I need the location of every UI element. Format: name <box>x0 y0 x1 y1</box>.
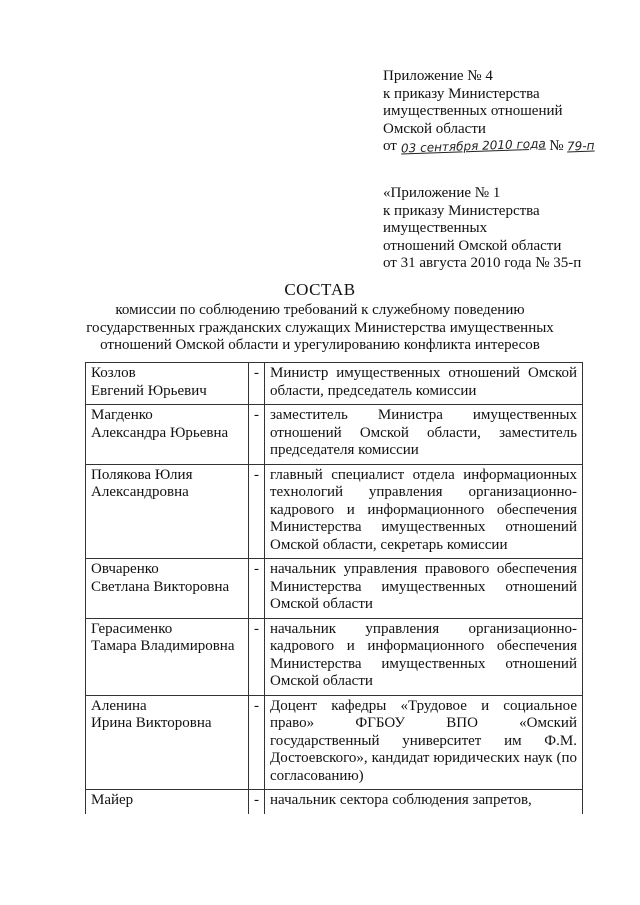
member-name-cell <box>86 790 249 814</box>
dash-cell: - <box>249 618 265 695</box>
member-name-cell <box>86 363 249 405</box>
member-role: начальник управления организационно-кадрового и информационного обеспечения Министерства имущественных отношений Омской области <box>265 618 583 695</box>
appendix-1-line: «Приложение № 1 <box>383 185 501 201</box>
member-given-name: Тамара Владимировна <box>91 638 235 654</box>
document-title: СОСТАВ <box>284 280 356 299</box>
appendix-4-header <box>383 68 595 156</box>
member-surname: Полякова Юлия <box>91 466 193 483</box>
document-subtitle <box>0 302 640 355</box>
member-role: Министр имущественных отношений Омской области, председатель комиссии <box>265 363 583 405</box>
member-role: главный специалист отдела информационных технологий управления организационно-кадрового и информационного обеспечения Министерства имущественных отношений Омской области, секретарь комиссии <box>265 464 583 559</box>
member-given-name: Александра Юрьевна <box>91 424 229 441</box>
handwritten-number: 79-п <box>566 138 595 154</box>
document-heading <box>0 280 640 355</box>
handwritten-date: 03 сентября 2010 года <box>400 136 546 156</box>
subtitle-text: комиссии по соблюдению требований к служебному поведению государственных гражданских служащих Министерства имущественных отношений Омской области и урегулированию конфликта интересов <box>86 302 554 353</box>
member-surname: Герасименко <box>91 620 173 637</box>
appendix-4-line: Приложение № 4 <box>383 68 493 84</box>
appendix-1-header <box>383 185 581 273</box>
member-name-cell <box>86 618 249 695</box>
member-surname: Аленина <box>91 697 147 714</box>
member-name-cell <box>86 695 249 790</box>
appendix-4-line: к приказу Министерства <box>383 85 540 102</box>
date-prefix: от <box>383 138 397 154</box>
appendix-4-line: Омской области <box>383 120 486 137</box>
appendix-1-line: отношений Омской области <box>383 237 562 254</box>
member-role: начальник управления правового обеспечения Министерства имущественных отношений Омской области <box>265 559 583 619</box>
member-name-cell <box>86 559 249 619</box>
dash-cell: - <box>249 695 265 790</box>
table-row <box>86 790 583 814</box>
table-row <box>86 559 583 619</box>
member-given-name: Александровна <box>91 484 189 500</box>
member-role: заместитель Министра имущественных отношений Омской области, заместитель председателя комиссии <box>265 405 583 465</box>
dash-cell: - <box>249 464 265 559</box>
member-role: начальник сектора соблюдения запретов, <box>265 790 583 814</box>
commission-members-table <box>85 362 583 814</box>
member-given-name: Ирина Викторовна <box>91 715 212 731</box>
table-row <box>86 464 583 559</box>
member-name-cell <box>86 464 249 559</box>
appendix-1-line: имущественных <box>383 220 488 236</box>
table-row <box>86 363 583 405</box>
appendix-1-line: к приказу Министерства <box>383 202 540 219</box>
dash-cell: - <box>249 559 265 619</box>
table-row <box>86 618 583 695</box>
member-given-name: Светлана Викторовна <box>91 578 230 595</box>
dash-cell: - <box>249 363 265 405</box>
member-surname: Козлов <box>91 365 136 381</box>
table-row <box>86 695 583 790</box>
dash-cell: - <box>249 790 265 814</box>
number-prefix: № <box>549 138 564 154</box>
member-given-name: Евгений Юрьевич <box>91 382 207 399</box>
member-role: Доцент кафедры «Трудовое и социальное право» ФГБОУ ВПО «Омский государственный университет им Ф.М. Достоевского», кандидат юридических наук (по согласованию) <box>265 695 583 790</box>
appendix-4-date-line <box>383 138 595 156</box>
member-name-cell <box>86 405 249 465</box>
member-surname: Овчаренко <box>91 561 159 577</box>
table-row <box>86 405 583 465</box>
dash-cell: - <box>249 405 265 465</box>
appendix-4-line: имущественных отношений <box>383 103 563 119</box>
member-surname: Майер <box>91 792 134 808</box>
member-surname: Магденко <box>91 407 153 423</box>
appendix-1-line: от 31 августа 2010 года № 35-п <box>383 255 582 271</box>
